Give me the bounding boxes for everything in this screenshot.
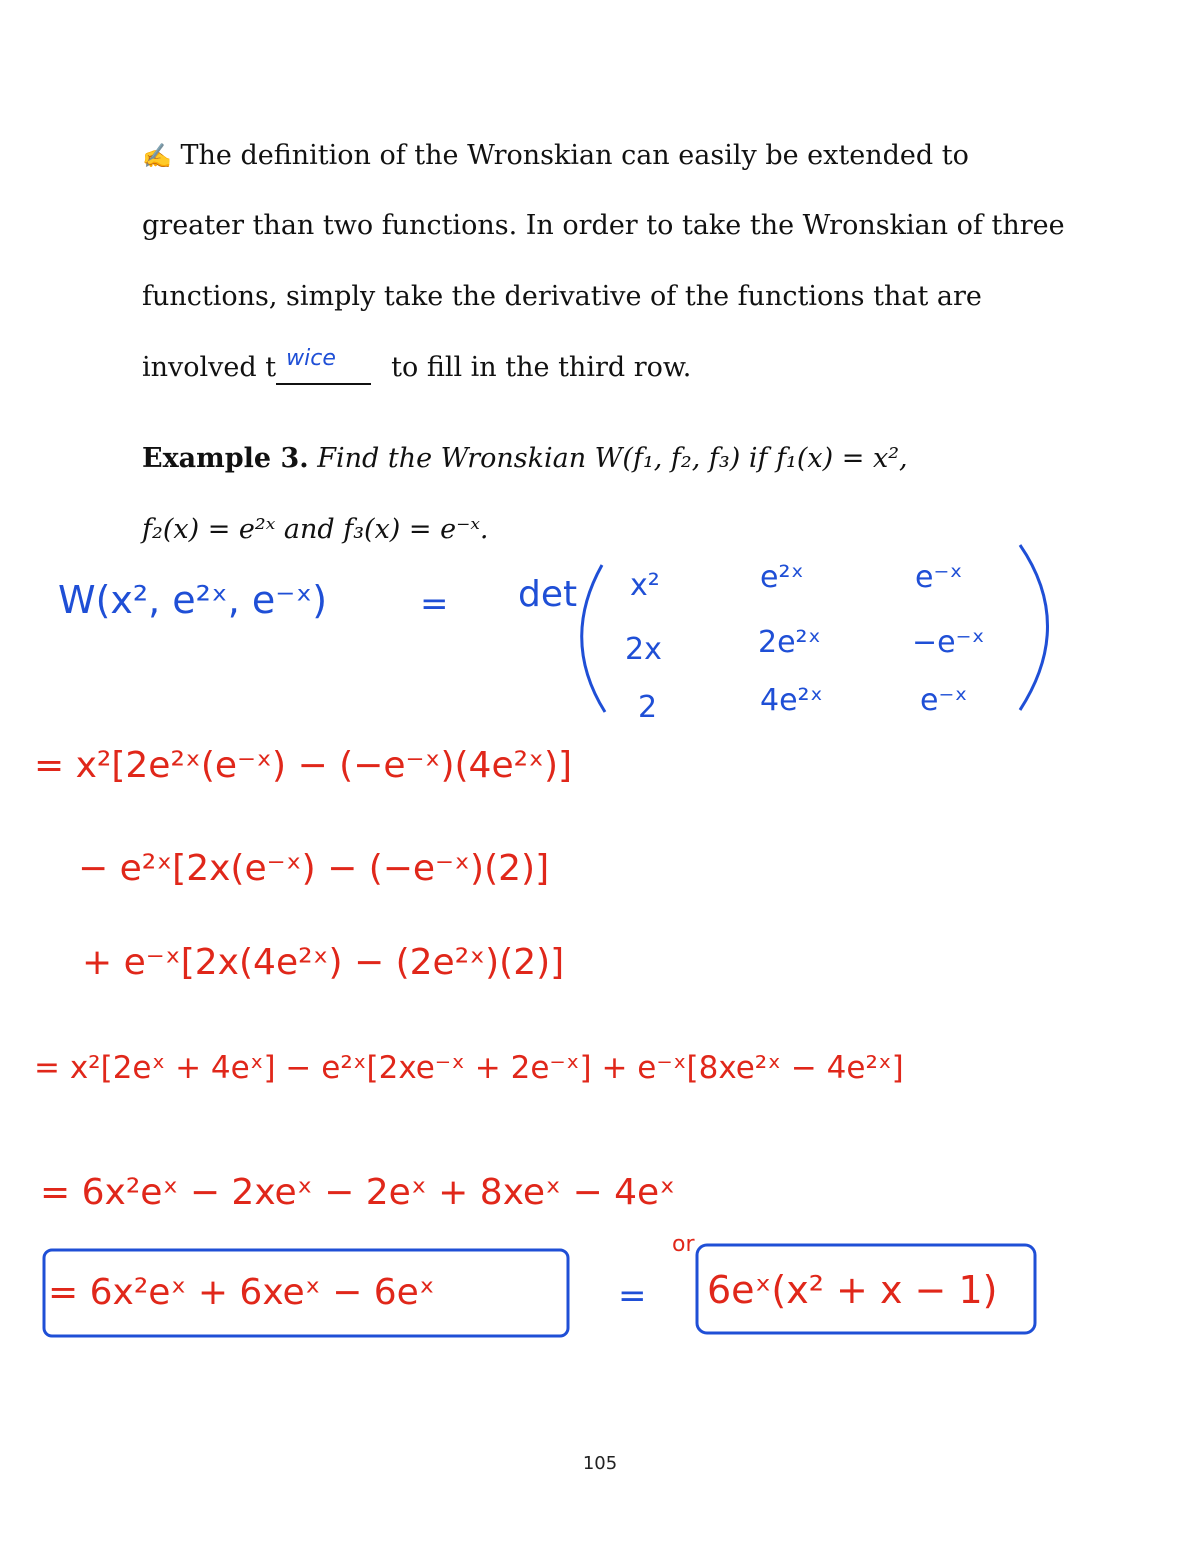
- simplification-line: = x²[2eˣ + 4eˣ] − e²ˣ[2xe⁻ˣ + 2e⁻ˣ] + e⁻ˣ[8xe²ˣ − 4e²ˣ]: [34, 1050, 904, 1086]
- matrix-cell-r1c1: x²: [630, 568, 660, 603]
- matrix-cell-r2c2: 2e²ˣ: [758, 625, 821, 660]
- matrix-cell-r3c1: 2: [638, 690, 658, 725]
- paragraph-line-4: involved t wice to fill in the third row.: [142, 346, 692, 383]
- expansion-line-2: − e²ˣ[2x(e⁻ˣ) − (−e⁻ˣ)(2)]: [78, 848, 550, 889]
- matrix-cell-r1c3: e⁻ˣ: [915, 560, 963, 595]
- paragraph-line-2: greater than two functions. In order to take the Wronskian of three: [142, 210, 1065, 241]
- equals-sign: =: [420, 584, 449, 624]
- page-number: 105: [582, 1453, 618, 1474]
- matrix-cell-r3c2: 4e²ˣ: [760, 683, 823, 718]
- matrix-cell-r2c3: −e⁻ˣ: [912, 625, 985, 660]
- example-label: Example 3.: [142, 443, 309, 474]
- expansion-line-1: = x²[2e²ˣ(e⁻ˣ) − (−e⁻ˣ)(4e²ˣ)]: [34, 745, 573, 786]
- paragraph-line-3: functions, simply take the derivative of the functions that are: [142, 281, 982, 312]
- or-label: or: [672, 1232, 695, 1257]
- example-statement-1: Find the Wronskian W(f₁, f₂, f₃) if f₁(x) = x²,: [317, 443, 908, 474]
- paragraph-line-1: ✍ The definition of the Wronskian can easily be extended to: [142, 140, 969, 171]
- det-label: det: [518, 574, 578, 615]
- expanded-sum-line: = 6x²eˣ − 2xeˣ − 2eˣ + 8xeˣ − 4eˣ: [40, 1172, 676, 1213]
- expansion-line-3: + e⁻ˣ[2x(4e²ˣ) − (2e²ˣ)(2)]: [82, 942, 565, 983]
- matrix-cell-r2c1: 2x: [625, 632, 662, 667]
- matrix-cell-r3c3: e⁻ˣ: [920, 683, 968, 718]
- matrix-cell-r1c2: e²ˣ: [760, 560, 804, 595]
- final-equals: =: [618, 1276, 647, 1316]
- blank-answer: wice: [286, 346, 336, 371]
- writing-hand-icon: ✍: [142, 142, 172, 170]
- final-answer-right: 6eˣ(x² + x − 1): [707, 1268, 998, 1312]
- final-answer-left: = 6x²eˣ + 6xeˣ − 6eˣ: [48, 1272, 435, 1313]
- example-statement-2: f₂(x) = e²ˣ and f₃(x) = e⁻ˣ.: [142, 514, 489, 545]
- wronskian-lhs: W(x², e²ˣ, e⁻ˣ): [58, 578, 328, 622]
